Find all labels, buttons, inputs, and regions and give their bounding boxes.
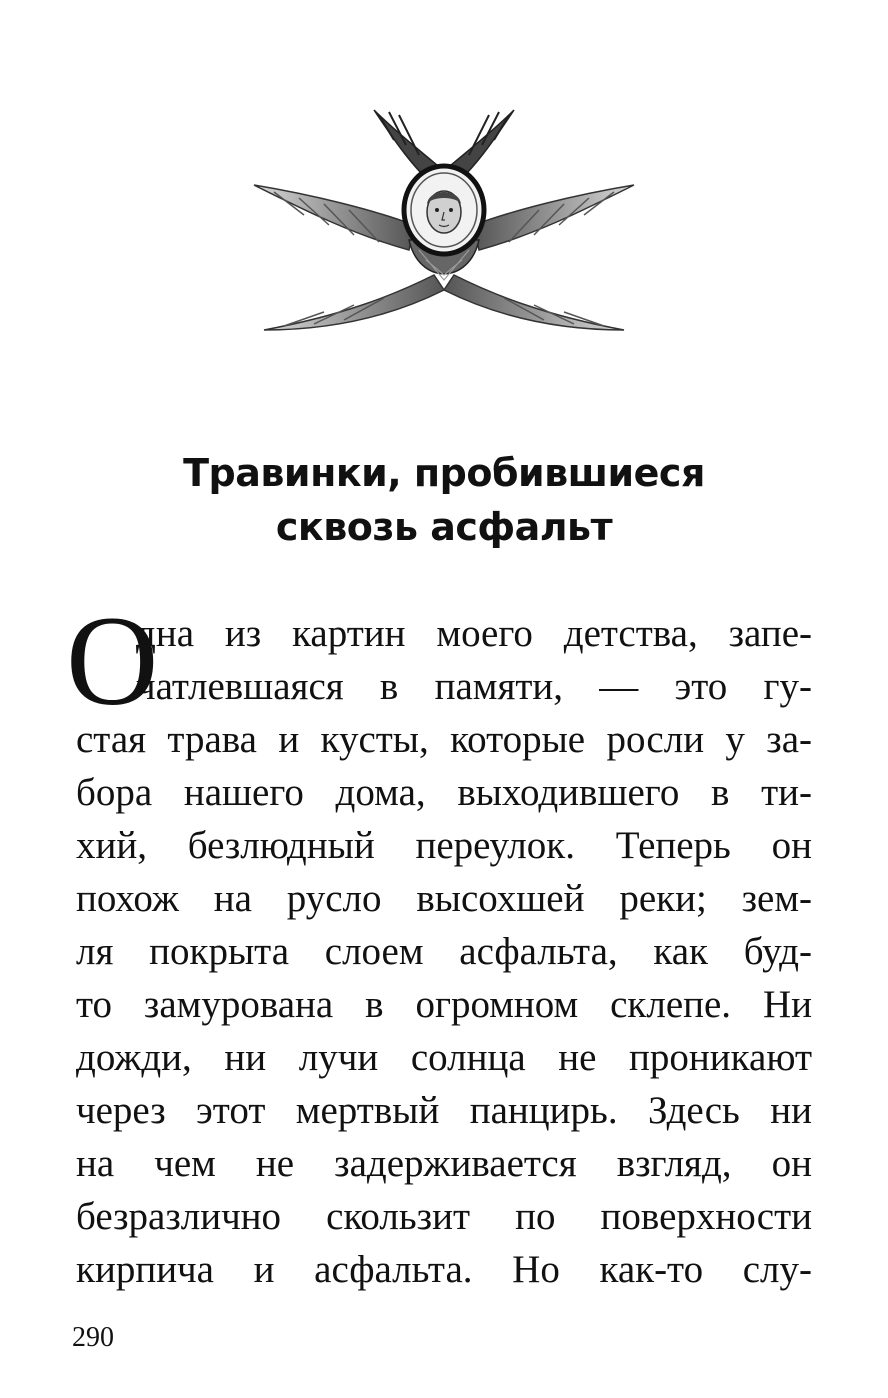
seraph-icon [244, 100, 644, 350]
text-line: похож на русло высохшей реки; зем- [76, 877, 812, 920]
chapter-title-line-2: сквозь асфальт [275, 505, 613, 549]
drop-cap: О [66, 590, 159, 732]
text-line: дожди, ни лучи солнца не проникают [76, 1036, 812, 1079]
text-line: стая трава и кусты, которые росли у за- [76, 718, 812, 761]
text-line: чатлевшаяся в памяти, — это гу- [136, 665, 812, 708]
chapter-title-line-1: Травинки, пробившиеся [183, 451, 705, 495]
text-line: дна из картин моего детства, запе- [136, 612, 812, 655]
page-number: 290 [72, 1322, 114, 1353]
text-line: безразлично скользит по поверхности [76, 1195, 812, 1238]
chapter-title [0, 446, 888, 554]
text-line: бора нашего дома, выходившего в ти- [76, 771, 812, 814]
text-line: хий, безлюдный переулок. Теперь он [76, 824, 812, 867]
text-line: кирпича и асфальта. Но как-то слу- [76, 1248, 812, 1291]
text-line: через этот мертвый панцирь. Здесь ни [76, 1089, 812, 1132]
text-line: то замурована в огромном склепе. Ни [76, 983, 812, 1026]
text-line: на чем не задерживается взгляд, он [76, 1142, 812, 1185]
text-line: ля покрыта слоем асфальта, как буд- [76, 930, 812, 973]
